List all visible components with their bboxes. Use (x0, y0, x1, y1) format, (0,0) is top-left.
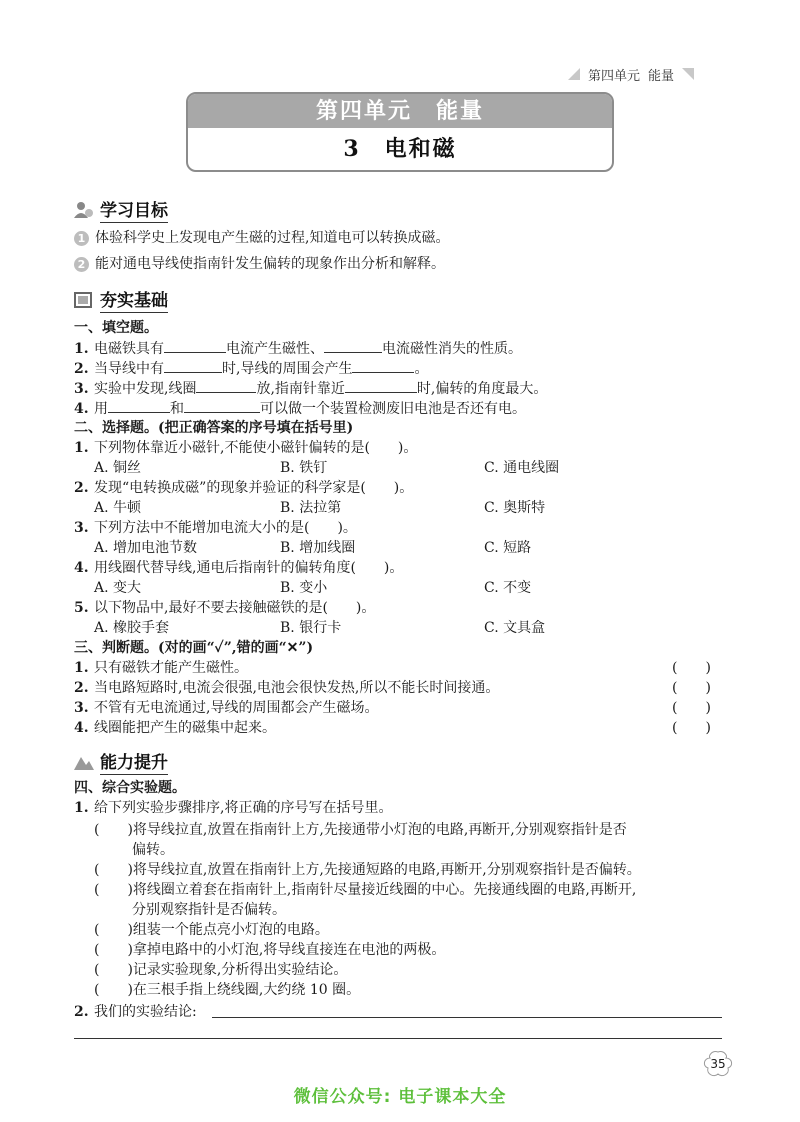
goal-number-badge: 2 (74, 257, 89, 272)
judge-item (74, 698, 378, 718)
question-text: 电流产生磁性、 (226, 341, 324, 357)
choice-question (74, 518, 357, 538)
experiment-section-title: 四、综合实验题。 (74, 780, 186, 796)
step-item[interactable]: ( )将导线拉直,放置在指南针上方,先接通短路的电路,再断开,分别观察指针是否偏转。 (94, 862, 641, 878)
answer-parentheses[interactable]: ( ) (672, 660, 711, 676)
question-number: 3. (74, 381, 89, 397)
experiment-question (74, 798, 392, 818)
option-c[interactable]: C. 不变 (484, 580, 532, 596)
question-text: 和 (170, 401, 184, 417)
judge-item (74, 678, 499, 698)
goal-text: 能对通电导线使指南针发生偏转的现象作出分析和解释。 (95, 256, 445, 272)
question-number: 4. (74, 401, 89, 417)
question-text: 用 (94, 401, 108, 417)
question-text: 以下物品中,最好不要去接触磁铁的是( )。 (94, 600, 376, 616)
judge-section-title: 三、判断题。(对的画“✓”,错的画“✕”) (74, 640, 314, 656)
mountain-icon (74, 753, 94, 771)
option-a[interactable]: A. 牛顿 (94, 500, 142, 516)
question-text: 电流磁性消失的性质。 (382, 341, 522, 357)
goal-item (74, 254, 445, 274)
question-number: 1. (74, 440, 89, 456)
option-a[interactable]: A. 铜丝 (94, 460, 142, 476)
advance-heading-text: 能力提升 (100, 748, 168, 775)
option-a[interactable]: A. 橡胶手套 (94, 620, 170, 636)
answer-parentheses[interactable]: ( ) (672, 680, 711, 696)
goal-number-badge: 1 (74, 231, 89, 246)
question-text: 实验中发现,线圈 (94, 381, 197, 397)
question-text: 当电路短路时,电流会很强,电池会很快发热,所以不能长时间接通。 (94, 680, 500, 696)
question-number: 2. (74, 1004, 89, 1020)
question-number: 3. (74, 520, 89, 536)
question-text: 下列物体靠近小磁针,不能使小磁针偏转的是( )。 (94, 440, 418, 456)
option-a[interactable]: A. 变大 (94, 580, 142, 596)
option-b[interactable]: B. 银行卡 (280, 620, 342, 636)
question-number: 2. (74, 361, 89, 377)
goals-heading (74, 196, 168, 223)
conclusion-question (74, 1002, 197, 1022)
option-c[interactable]: C. 奥斯特 (484, 500, 546, 516)
answer-blank[interactable] (164, 358, 222, 373)
goals-heading-text: 学习目标 (100, 196, 168, 223)
option-a[interactable]: A. 增加电池节数 (94, 540, 198, 556)
question-text: 下列方法中不能增加电流大小的是( )。 (94, 520, 357, 536)
question-number: 2. (74, 480, 89, 496)
step-item-continued: 偏转。 (132, 842, 174, 858)
question-text: 。 (414, 361, 429, 377)
answer-parentheses[interactable]: ( ) (672, 700, 711, 716)
question-text: 时,导线的周围会产生 (222, 361, 353, 377)
question-text: 当导线中有 (94, 361, 164, 377)
conclusion-answer-line[interactable] (212, 1017, 722, 1018)
question-text: 只有磁铁才能产生磁性。 (94, 660, 248, 676)
step-item[interactable]: ( )在三根手指上绕线圈,大约绕 10 圈。 (94, 982, 361, 998)
answer-line[interactable] (74, 1038, 722, 1039)
title-box (186, 92, 614, 172)
question-number: 4. (74, 560, 89, 576)
question-text: 放,指南针靠近 (256, 381, 345, 397)
footer-watermark: 微信公众号: 电子课本大全 (293, 1087, 507, 1107)
question-text: 不管有无电流通过,导线的周围都会产生磁场。 (94, 700, 379, 716)
option-b[interactable]: B. 增加线圈 (280, 540, 356, 556)
answer-blank[interactable] (196, 378, 256, 393)
option-b[interactable]: B. 铁钉 (280, 460, 328, 476)
lesson-title: 3 电和磁 (343, 136, 457, 162)
answer-blank[interactable] (324, 338, 382, 353)
fill-question (74, 398, 526, 419)
choice-question (74, 598, 375, 618)
step-item[interactable]: ( )将线圈立着套在指南针上,指南针尽量接近线圈的中心。先接通线圈的电路,再断开, (94, 882, 637, 898)
question-text: 发现“电转换成磁”的现象并验证的科学家是( )。 (94, 480, 414, 496)
option-b[interactable]: B. 法拉第 (280, 500, 342, 516)
question-number: 1. (74, 341, 89, 357)
step-item[interactable]: ( )记录实验现象,分析得出实验结论。 (94, 962, 348, 978)
goal-item (74, 228, 449, 248)
header-topic: 能量 (648, 68, 675, 84)
choice-question (74, 558, 403, 578)
question-number: 5. (74, 600, 89, 616)
question-text: 线圈能把产生的磁集中起来。 (94, 720, 276, 736)
unit-title: 第四单元 能量 (188, 94, 612, 128)
question-text: 电磁铁具有 (94, 341, 164, 357)
answer-parentheses[interactable]: ( ) (672, 720, 711, 736)
question-number: 1. (74, 660, 89, 676)
advance-heading (74, 748, 168, 775)
answer-blank[interactable] (184, 398, 260, 413)
question-text: 用线圈代替导线,通电后指南针的偏转角度( )。 (94, 560, 404, 576)
option-c[interactable]: C. 短路 (484, 540, 532, 556)
fill-question (74, 358, 428, 379)
fill-section-title: 一、填空题。 (74, 320, 158, 336)
fill-question (74, 338, 522, 359)
answer-blank[interactable] (108, 398, 170, 413)
person-icon (74, 201, 94, 219)
left-triangle-icon (568, 68, 580, 80)
question-number: 1. (74, 800, 89, 816)
goal-text: 体验科学史上发现电产生磁的过程,知道电可以转换成磁。 (95, 230, 450, 246)
choice-section-title: 二、选择题。(把正确答案的序号填在括号里) (74, 420, 354, 436)
answer-blank[interactable] (345, 378, 417, 393)
option-b[interactable]: B. 变小 (280, 580, 328, 596)
judge-item (74, 718, 276, 738)
question-text: 可以做一个装置检测废旧电池是否还有电。 (260, 401, 526, 417)
question-number: 2. (74, 680, 89, 696)
page-number: 35 (710, 1057, 726, 1071)
fill-question (74, 378, 547, 399)
step-item[interactable]: ( )拿掉电路中的小灯泡,将导线直接连在电池的两极。 (94, 942, 446, 958)
question-number: 3. (74, 700, 89, 716)
basics-heading-text: 夯实基础 (100, 286, 168, 313)
judge-item (74, 658, 248, 678)
step-item-continued: 分别观察指针是否偏转。 (132, 902, 286, 918)
step-item[interactable]: ( )组装一个能点亮小灯泡的电路。 (94, 922, 329, 938)
basics-heading (74, 286, 168, 313)
right-triangle-icon (682, 68, 694, 80)
choice-question (74, 478, 413, 498)
question-text: 我们的实验结论: (94, 1004, 197, 1020)
question-number: 4. (74, 720, 89, 736)
question-text: 时,偏转的角度最大。 (416, 381, 548, 397)
option-c[interactable]: C. 文具盒 (484, 620, 546, 636)
option-c[interactable]: C. 通电线圈 (484, 460, 560, 476)
header-unit: 第四单元 (588, 68, 641, 84)
choice-question (74, 438, 417, 458)
answer-blank[interactable] (352, 358, 414, 373)
running-header (568, 64, 728, 84)
answer-blank[interactable] (164, 338, 226, 353)
step-item[interactable]: ( )将导线拉直,放置在指南针上方,先接通带小灯泡的电路,再断开,分别观察指针是否 (94, 822, 627, 838)
book-icon (74, 291, 94, 309)
question-text: 给下列实验步骤排序,将正确的序号写在括号里。 (94, 800, 393, 816)
